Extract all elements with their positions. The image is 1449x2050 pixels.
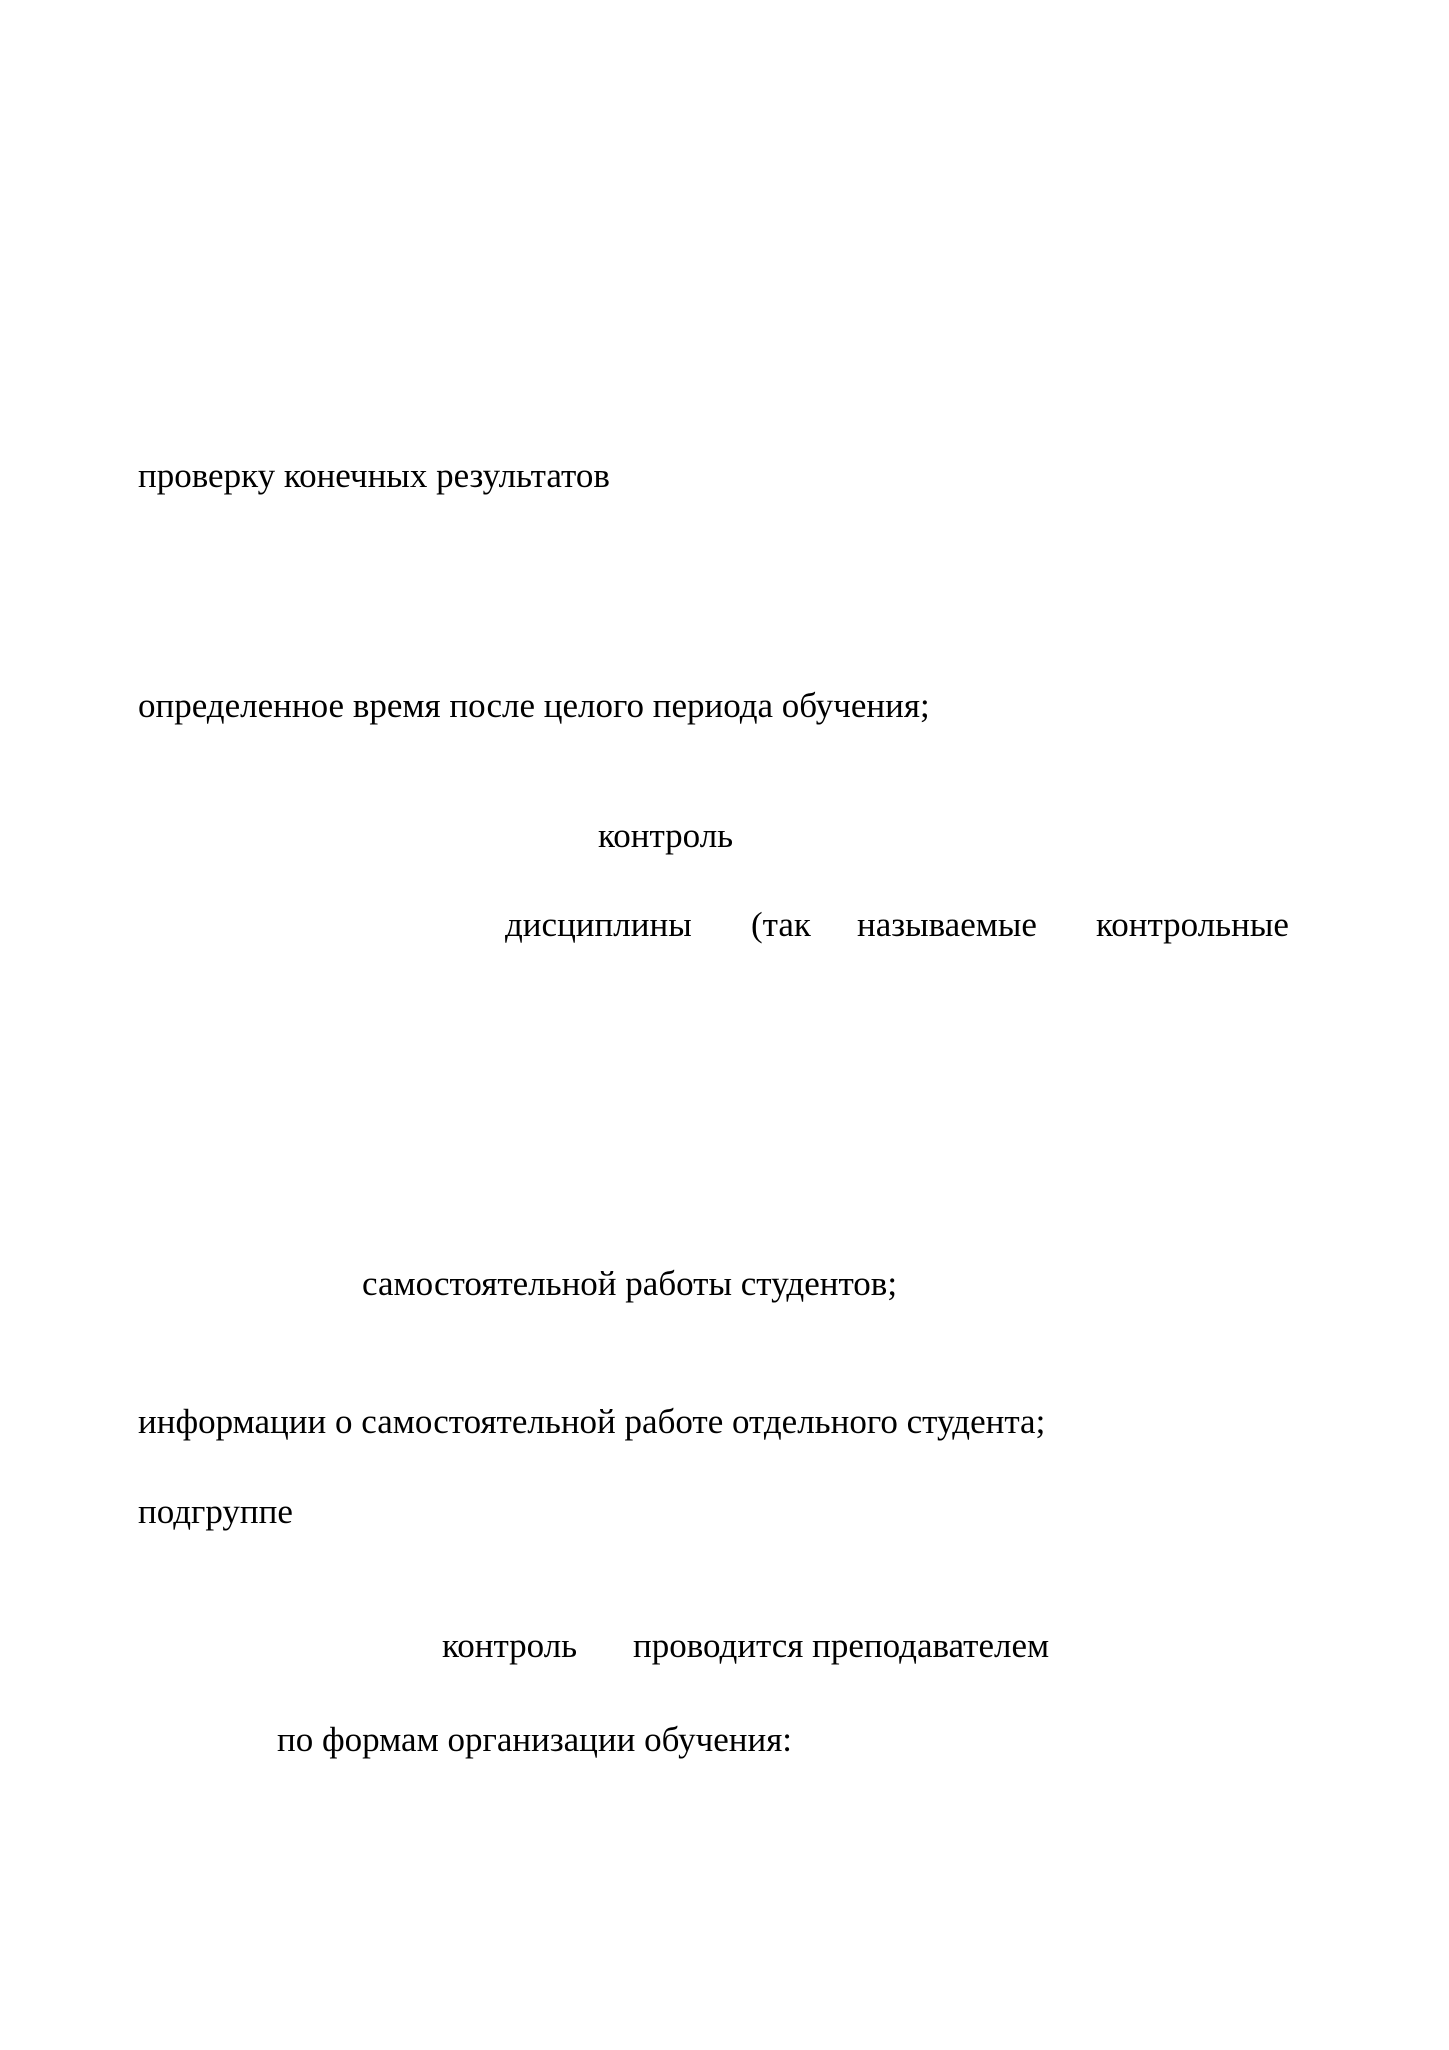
text-line-2: определенное время после целого периода обучения; <box>138 686 930 725</box>
text-line-4-word-4: контрольные <box>1096 905 1289 944</box>
text-line-4 <box>0 905 1449 945</box>
text-line-8-word-1: контроль <box>442 1626 578 1665</box>
text-line-4-word-1: дисциплины <box>505 905 692 944</box>
text-line-4-word-2: (так <box>751 905 811 944</box>
text-line-6: информации о самостоятельной работе отдельного студента; <box>138 1402 1046 1441</box>
text-line-8-word-2: проводится преподавателем <box>633 1626 1050 1665</box>
text-line-1: проверку конечных результатов <box>138 456 610 495</box>
text-line-5: самостоятельной работы студентов; <box>362 1264 898 1303</box>
text-line-8 <box>0 1626 1449 1666</box>
text-line-7: подгруппе <box>138 1492 293 1531</box>
text-line-4-word-3: называемые <box>857 905 1037 944</box>
text-line-9: по формам организации обучения: <box>277 1720 793 1759</box>
text-line-3: контроль <box>598 816 734 855</box>
